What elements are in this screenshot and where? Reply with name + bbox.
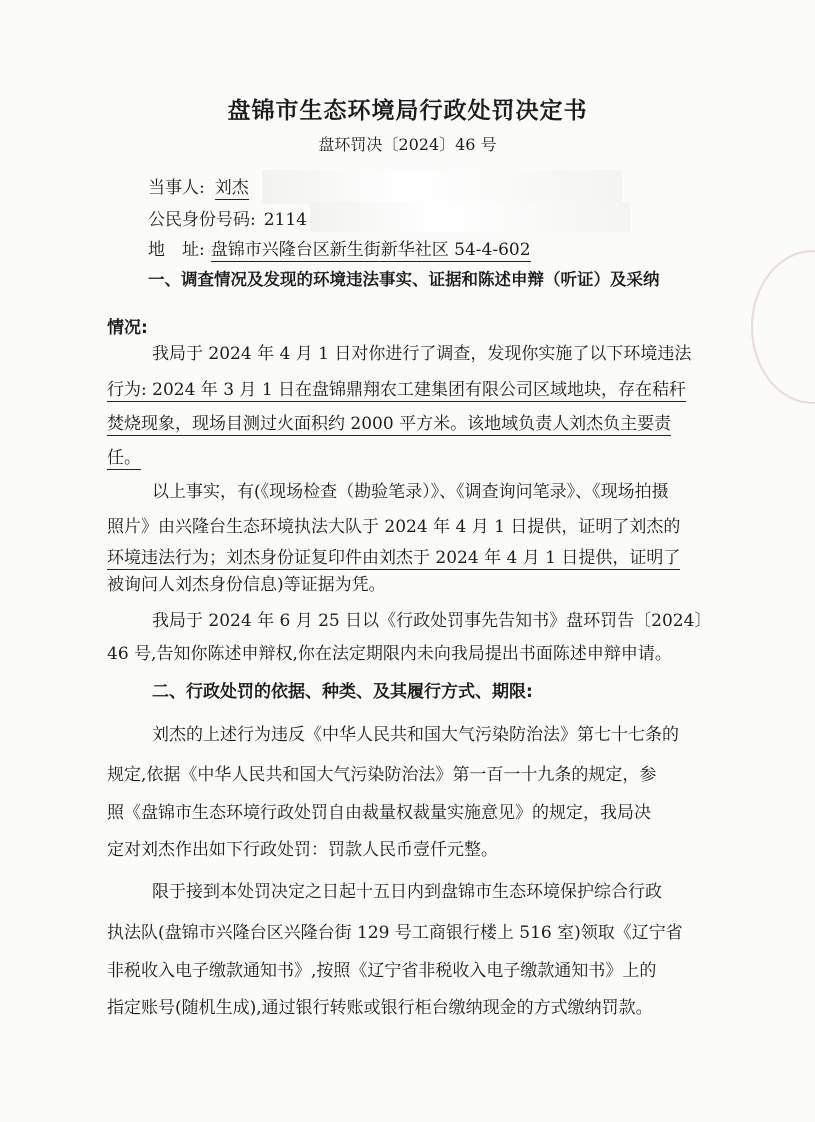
s2-p1-line: 规定,依据《中华人民共和国大气污染防治法》第一百一十九条的规定，参 <box>107 765 657 785</box>
s1-p3-line: 我局于 2024 年 6 月 25 日以《行政处罚事先告知书》盘环罚告〔2024〕 <box>152 611 712 631</box>
redaction-mark <box>310 202 630 232</box>
s1-p2-line: 照片》由兴隆台生态环境执法大队于 2024 年 4 月 1 日提供，证明了刘杰的 <box>107 517 681 537</box>
section2-heading: 二、行政处罚的依据、种类、及其履行方式、期限: <box>152 682 533 702</box>
s2-p1-line: 照《盘锦市生态环境行政处罚自由裁量权裁量实施意见》的规定，我局决 <box>107 803 651 823</box>
party-id-value: 2114 <box>263 210 307 230</box>
s1-p1-line: 焚烧现象，现场目测过火面积约 2000 平方米。该地域负责人刘杰负主要责 <box>107 414 672 434</box>
s2-p1-line: 定对刘杰作出如下行政处罚：罚款人民币壹仟元整。 <box>107 840 498 860</box>
s2-p2-line: 指定账号(随机生成),通过银行转账或银行柜台缴纳现金的方式缴纳罚款。 <box>107 998 653 1018</box>
official-seal-edge <box>751 250 815 404</box>
s1-p3-line: 46 号,告知你陈述申辩权,你在法定期限内未向我局提出书面陈述申辩申请。 <box>107 644 672 664</box>
s2-p2-line: 限于接到本处罚决定之日起十五日内到盘锦市生态环境保护综合行政 <box>152 882 662 902</box>
redaction-mark <box>262 170 622 204</box>
party-id-row <box>148 208 307 232</box>
document-title: 盘锦市生态环境局行政处罚决定书 <box>227 98 588 124</box>
s1-p2-line: 环境违法行为；刘杰身份证复印件由刘杰于 2024 年 4 月 1 日提供，证明了 <box>107 548 681 568</box>
party-address-value: 盘锦市兴隆台区新生街新华社区 54-4-602 <box>210 240 531 260</box>
document-number: 盘环罚决〔2024〕46 号 <box>318 135 497 154</box>
party-name-value: 刘杰 <box>214 178 249 198</box>
s1-p1-line: 我局于 2024 年 4 月 1 日对你进行了调查，发现你实施了以下环境违法 <box>152 344 692 364</box>
s1-p1-line: 行为: 2024 年 3 月 1 日在盘锦鼎翔农工建集团有限公司区域地块，存在秸秆 <box>107 380 687 400</box>
party-address-label: 地 址: <box>148 240 205 260</box>
party-address-row <box>148 238 531 262</box>
section1-heading-cont: 情况: <box>107 318 148 338</box>
s1-p1-line: 任。 <box>107 448 141 468</box>
s2-p1-line: 刘杰的上述行为违反《中华人民共和国大气污染防治法》第七十七条的 <box>152 725 679 745</box>
party-id-label: 公民身份号码: <box>148 210 256 230</box>
section1-heading: 一、调查情况及发现的环境违法事实、证据和陈述申辩（听证）及采纳 <box>148 270 660 289</box>
s2-p2-line: 非税收入电子缴款通知书》,按照《辽宁省非税收入电子缴款通知书》上的 <box>107 961 657 981</box>
party-name-row <box>148 176 249 200</box>
s1-p2-line: 以上事实，有(《现场检查（勘验笔录）》、《调查询问笔录》、《现场拍摄 <box>152 482 669 502</box>
party-name-label: 当事人: <box>148 178 205 198</box>
s2-p2-line: 执法队(盘锦市兴隆台区兴隆台街 129 号工商银行楼上 516 室)领取《辽宁省 <box>107 923 683 943</box>
s1-p2-line: 被询问人刘杰身份信息)等证据为凭。 <box>107 575 386 595</box>
